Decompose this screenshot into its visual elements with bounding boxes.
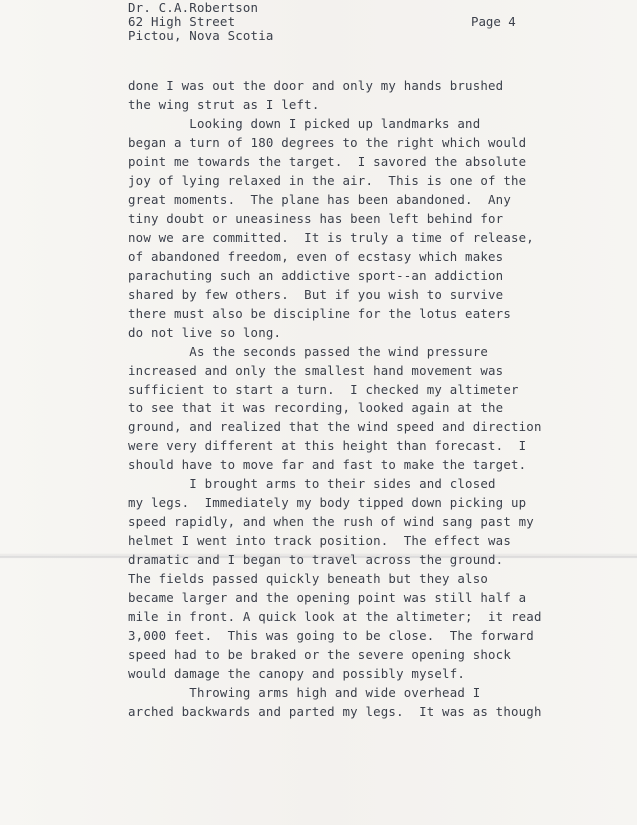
text-line: helmet I went into track position. The effect was bbox=[128, 533, 511, 549]
text-line: point me towards the target. I savored the absolute bbox=[128, 153, 527, 169]
text-line: Looking down I picked up landmarks and bbox=[128, 115, 481, 131]
text-line: the wing strut as I left. bbox=[128, 96, 320, 112]
letterhead bbox=[128, 1, 274, 43]
text-line: speed had to be braked or the severe opening shock bbox=[128, 647, 511, 663]
text-line: done I was out the door and only my hands brushed bbox=[128, 78, 504, 93]
text-line: great moments. The plane has been abandoned. Any bbox=[128, 191, 511, 207]
letter-body bbox=[128, 77, 608, 722]
text-line: of abandoned freedom, even of ecstasy which makes bbox=[128, 248, 504, 264]
text-line: dramatic and I began to travel across the ground. bbox=[128, 552, 504, 568]
text-line: increased and only the smallest hand movement was bbox=[128, 362, 504, 378]
text-line: Throwing arms high and wide overhead I bbox=[128, 685, 481, 700]
text-line: ground, and realized that the wind speed and direction bbox=[128, 419, 542, 435]
text-line: were very different at this height than forecast. I bbox=[128, 438, 527, 454]
text-line: to see that it was recording, looked again at the bbox=[128, 400, 504, 416]
text-line: do not live so long. bbox=[128, 324, 282, 340]
text-line: The fields passed quickly beneath but they also bbox=[128, 571, 489, 587]
text-line: now we are committed. It is truly a time of release, bbox=[128, 229, 534, 245]
text-line: tiny doubt or uneasiness has been left behind for bbox=[128, 210, 504, 226]
page-number: Page 4 bbox=[471, 14, 516, 29]
text-line: should have to move far and fast to make the target. bbox=[128, 457, 527, 473]
text-line: 3,000 feet. This was going to be close. The forward bbox=[128, 628, 534, 644]
text-line: sufficient to start a turn. I checked my altimeter bbox=[128, 381, 519, 397]
text-line: arched backwards and parted my legs. It was as though bbox=[128, 703, 542, 719]
text-line: speed rapidly, and when the rush of wind sang past my bbox=[128, 514, 534, 530]
text-line: parachuting such an addictive sport--an addiction bbox=[128, 267, 504, 283]
text-line: began a turn of 180 degrees to the right which would bbox=[128, 134, 527, 150]
letterhead-city: Pictou, Nova Scotia bbox=[128, 28, 274, 43]
text-line: there must also be discipline for the lotus eaters bbox=[128, 305, 511, 321]
letterhead-name: Dr. C.A.Robertson bbox=[128, 0, 259, 15]
text-line: my legs. Immediately my body tipped down picking up bbox=[128, 495, 527, 511]
text-line: mile in front. A quick look at the altimeter; it read bbox=[128, 609, 542, 625]
letterhead-street: 62 High Street bbox=[128, 14, 236, 29]
text-line: became larger and the opening point was still half a bbox=[128, 590, 527, 606]
text-line: would damage the canopy and possibly myself. bbox=[128, 666, 466, 682]
text-line: joy of lying relaxed in the air. This is one of the bbox=[128, 172, 527, 188]
text-line: I brought arms to their sides and closed bbox=[128, 476, 496, 492]
text-line: As the seconds passed the wind pressure bbox=[128, 343, 489, 359]
text-line: shared by few others. But if you wish to survive bbox=[128, 286, 504, 302]
